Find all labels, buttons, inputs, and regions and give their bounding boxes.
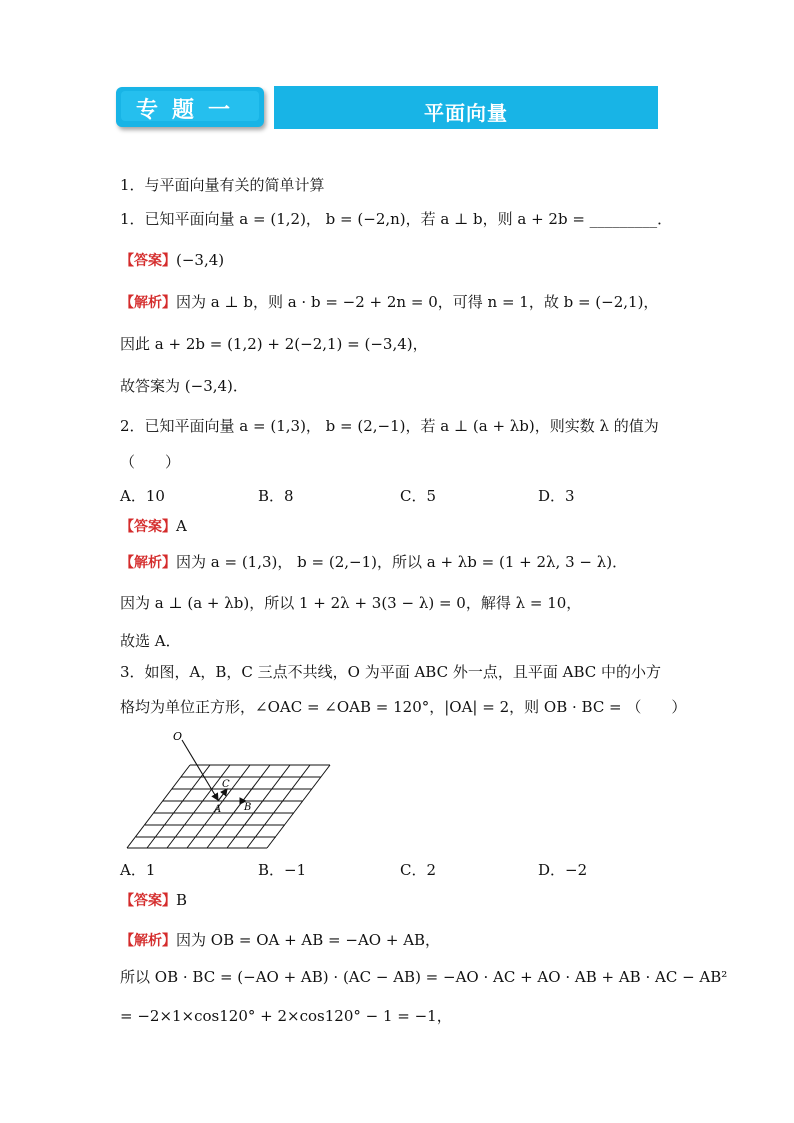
q3-solution-1 [120,930,440,951]
label-A: A [214,804,222,815]
label-C: C [222,779,230,790]
q3-answer [120,890,187,911]
solution-text: 因为 a = (1,3)， b = (2,−1)，所以 a + λb = (1 + 2λ, 3 − λ)． [176,553,628,571]
q2-option-c: C．5 [400,487,437,505]
q3-solution-2: 所以 OB · BC = (−AO + AB) · (AC − AB) = −AO · AC + AO · AB + AB · AC − AB² [120,968,728,986]
q3-option-d: D．−2 [538,861,588,879]
topic-title: 平面向量 [424,101,508,125]
answer-tag: 【答案】 [120,893,176,909]
answer-tag: 【答案】 [120,519,176,535]
label-O: O [173,730,183,743]
solution-text: 因为 OB = OA + AB = −AO + AB， [176,931,441,949]
answer-text: B [176,891,188,909]
q2-solution-2: 因为 a ⊥ (a + λb)，所以 1 + 2λ + 3(3 − λ) = 0，解得 λ = 10， [120,594,582,612]
q2-solution-3: 故选 A． [120,632,181,650]
solution-text: 因为 a ⊥ b，则 a · b = −2 + 2n = 0，可得 n = 1，故 b = (−2,1)， [176,293,659,311]
vector-AC [218,789,227,801]
q1-stem: 1．已知平面向量 a = (1,2)， b = (−2,n)，若 a ⊥ b，则 a + 2b = _________． [120,210,673,228]
topic-badge-label: 专题一 [135,98,244,123]
q3-stem-2: 格均为单位正方形，∠OAC = ∠OAB = 120°，|OA| = 2，则 OB · BC = （ ） [120,698,687,716]
q3-option-c: C．2 [400,861,437,879]
q2-solution-1 [120,552,627,573]
answer-text: A [176,517,187,535]
section-heading: 1．与平面向量有关的简单计算 [120,176,325,194]
q3-option-a: A．1 [120,861,156,879]
label-B: B [244,802,252,813]
q2-answer [120,516,187,537]
q1-answer [120,250,224,271]
q2-option-d: D．3 [538,487,575,505]
q2-blank: （ ） [120,453,181,471]
q2-option-a: A．10 [120,487,165,505]
q3-figure [118,728,338,850]
q2-stem: 2．已知平面向量 a = (1,3)， b = (2,−1)，若 a ⊥ (a + λb)，则实数 λ 的值为 [120,417,659,435]
solution-tag: 【解析】 [120,295,176,311]
topic-title-bar [274,86,658,129]
q1-solution-2: 因此 a + 2b = (1,2) + 2(−2,1) = (−3,4)， [120,335,428,353]
solution-tag: 【解析】 [120,555,176,571]
vector-OA [182,740,218,800]
q3-stem-1: 3．如图，A，B，C 三点不共线，O 为平面 ABC 外一点，且平面 ABC 中的小方 [120,663,662,681]
q3-solution-3: = −2×1×cos120° + 2×cos120° − 1 = −1， [120,1007,452,1025]
answer-tag: 【答案】 [120,253,176,269]
q1-solution-1 [120,292,658,313]
topic-badge [116,87,264,127]
solution-tag: 【解析】 [120,933,176,949]
grid [127,765,330,848]
q2-option-b: B．8 [258,487,294,505]
answer-text: (−3,4) [176,251,225,269]
q1-solution-3: 故答案为 (−3,4)． [120,377,248,395]
q3-option-b: B．−1 [258,861,307,879]
